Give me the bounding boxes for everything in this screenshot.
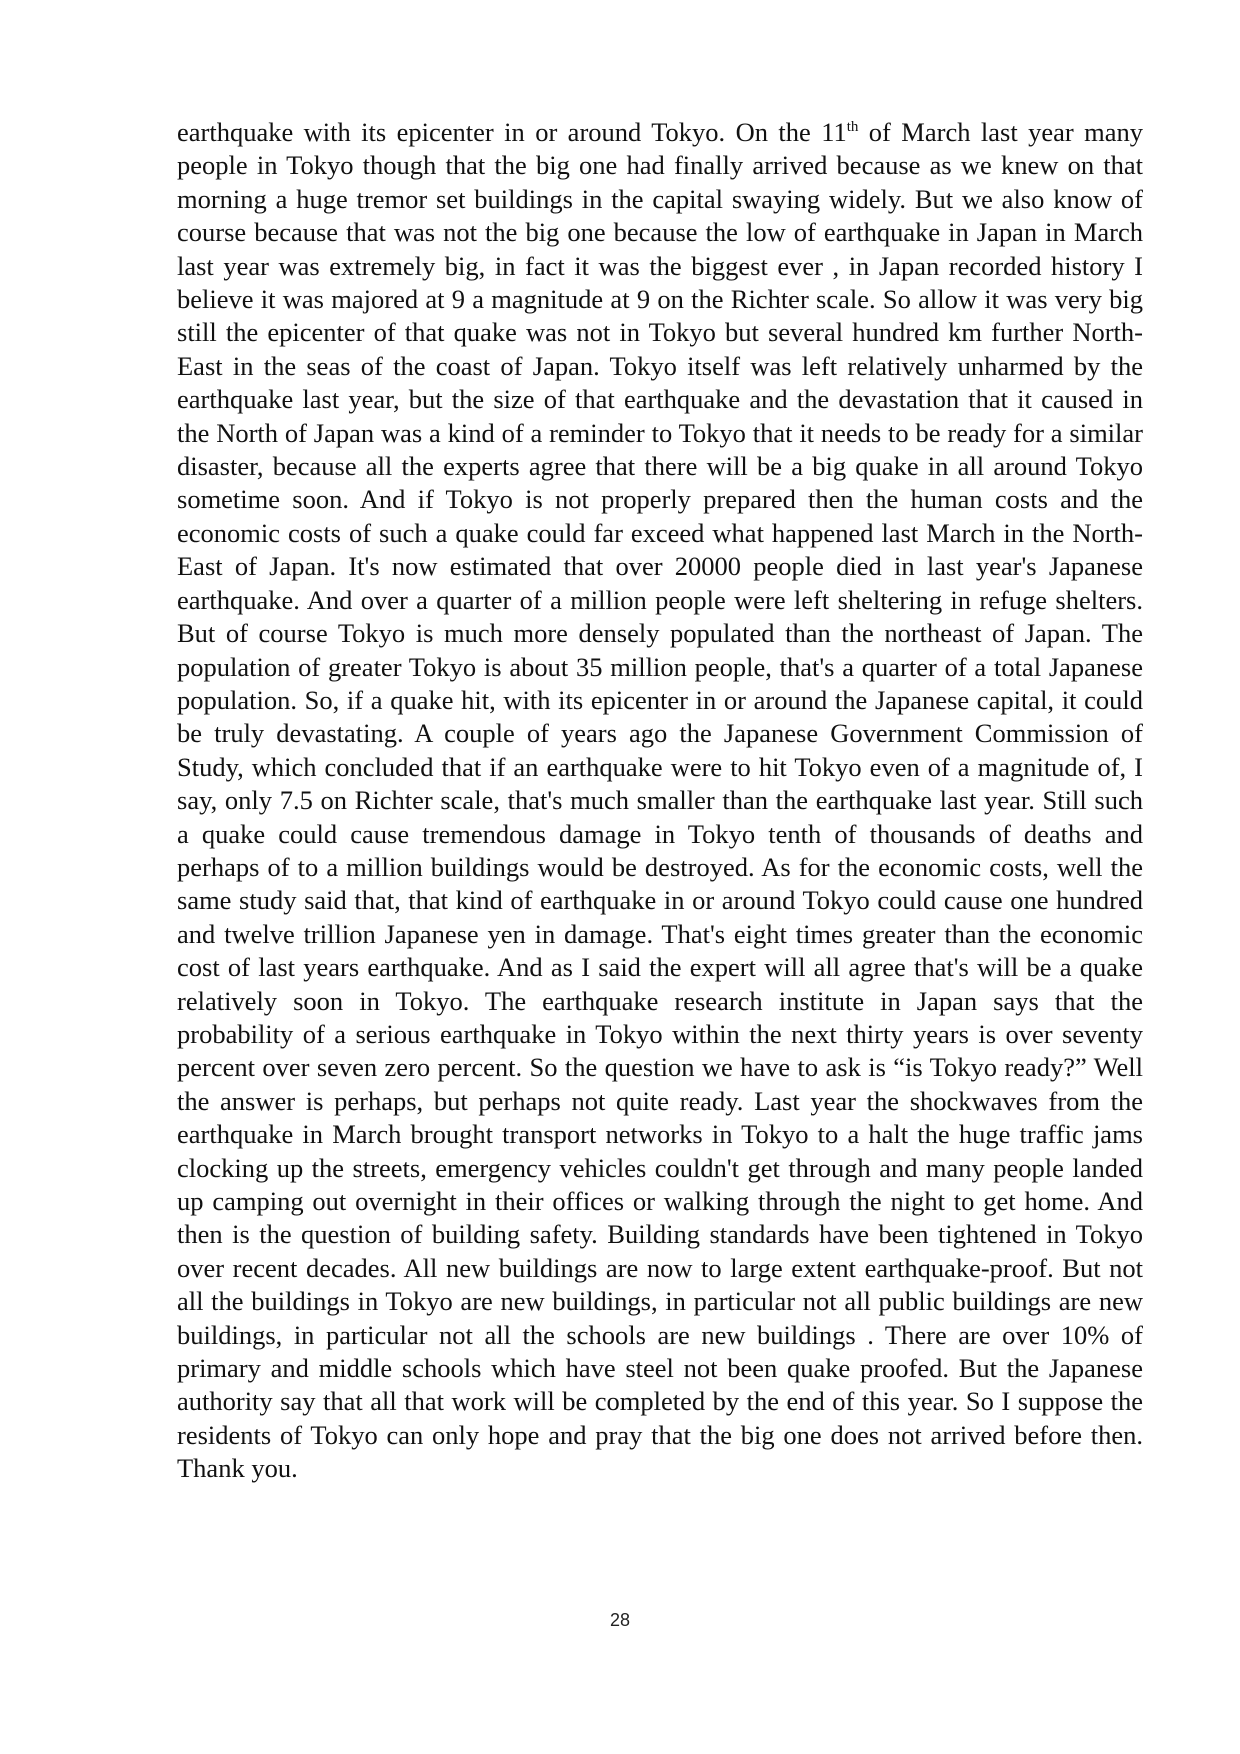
page-number: 28	[609, 1610, 631, 1630]
body-paragraph	[177, 116, 1143, 1486]
paragraph-text-rest: of March last year many people in Tokyo though that the big one had finally arrived because as we knew on that morning a huge tremor set buildings in the capital swaying widely. But we also know of course because that was not the big one because the low of earthquake in Japan in March last year was extremely big, in fact it was the biggest ever , in Japan recorded history I believe it was majored at 9 a magnitude at 9 on the Richter scale. So allow it was very big still the epicenter of that quake was not in Tokyo but several hundred km further North-East in the seas of the coast of Japan. Tokyo itself was left relatively unharmed by the earthquake last year, but the size of that earthquake and the devastation that it caused in the North of Japan was a kind of a reminder to Tokyo that it needs to be ready for a similar disaster, because all the experts agree that there will be a big quake in all around Tokyo sometime soon. And if Tokyo is not properly prepared then the human costs and the economic costs of such a quake could far exceed what happened last March in the North-East of Japan. It's now estimated that over 20000 people died in last year's Japanese earthquake. And over a quarter of a million people were left sheltering in refuge shelters. But of course Tokyo is much more densely populated than the northeast of Japan. The population of greater Tokyo is about 35 million people, that's a quarter of a total Japanese population. So, if a quake hit, with its epicenter in or around the Japanese capital, it could be truly devastating. A couple of years ago the Japanese Government Commission of Study, which concluded that if an earthquake were to hit Tokyo even of a magnitude of, I say, only 7.5 on Richter scale, that's much smaller than the earthquake last year. Still such a quake could cause tremendous damage in Tokyo tenth of thousands of deaths and perhaps of to a million buildings would be destroyed. As for the economic costs, well the same study said that, that kind of earthquake in or around Tokyo could cause one hundred and twelve trillion Japanese yen in damage. That's eight times greater than the economic cost of last years earthquake. And as I said the expert will all agree that's will be a quake relatively soon in Tokyo. The earthquake research institute in Japan says that the probability of a serious earthquake in Tokyo within the next thirty years is over seventy percent over seven zero percent. So the question we have to ask is “is Tokyo ready?” Well the answer is perhaps, but perhaps not quite ready. Last year the shockwaves from the earthquake in March brought transport networks in Tokyo to a halt the huge traffic jams clocking up the streets, emergency vehicles couldn't get through and many people landed up camping out overnight in their offices or walking through the night to get home. And then is the question of building safety. Building standards have been tightened in Tokyo over recent decades. All new buildings are now to large extent earthquake-proof. But not all the buildings in Tokyo are new buildings, in particular not all public buildings are new buildings, in particular not all the schools are new buildings . There are over 10% of primary and middle schools which have steel not been quake proofed. But the Japanese authority say that all that work will be completed by the end of this year. So I suppose the residents of Tokyo can only hope and pray that the big one does not arrived before then. Thank you.	[177, 117, 1143, 1484]
ordinal-superscript: th	[846, 119, 859, 136]
paragraph-text-start: earthquake with its epicenter in or around Tokyo. On the 11	[177, 117, 847, 147]
